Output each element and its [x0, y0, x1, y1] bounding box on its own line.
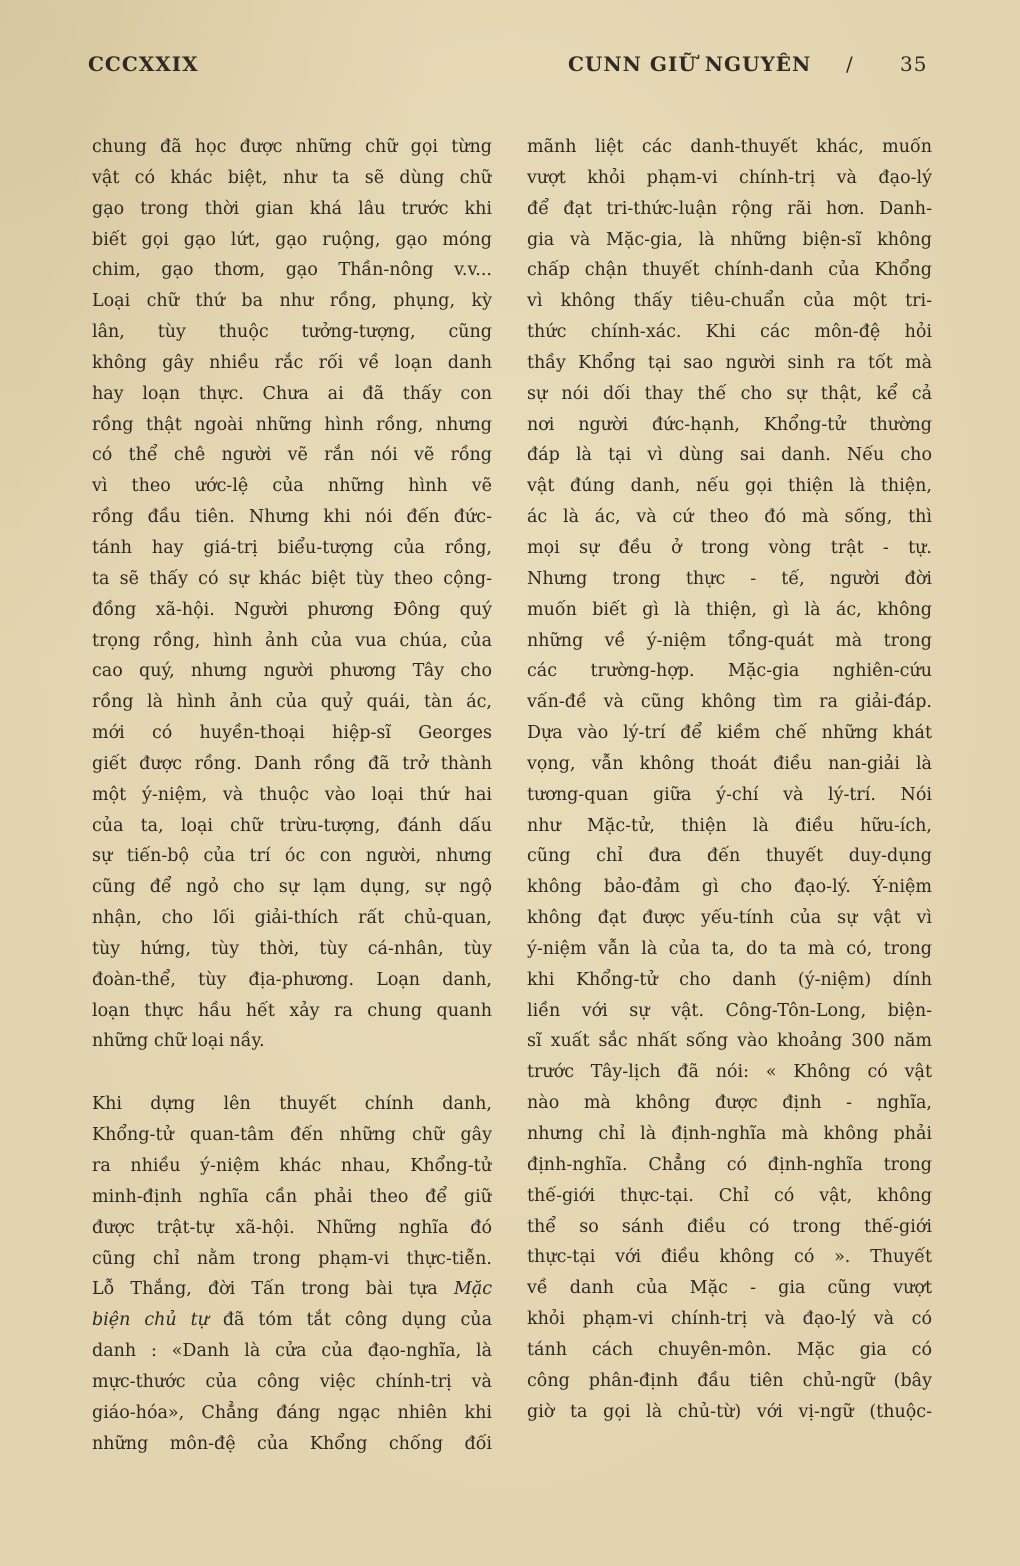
text-line: trọng rồng, hình ảnh của vua chúa, của	[92, 630, 492, 651]
text-line: ra nhiều ý-niệm khác nhau, Khổng-tử	[92, 1156, 492, 1176]
text-line: gia và Mặc-gia, là những biện-sĩ không	[527, 229, 932, 250]
text-line: ác là ác, và cứ theo đó mà sống, thì	[527, 507, 932, 528]
text-line: giờ ta gọi là chủ-từ) với vị-ngữ (thuộc-	[527, 1401, 932, 1422]
text-line: Khi dựng lên thuyết chính danh,	[92, 1094, 492, 1115]
text-line: không đạt được yếu-tính của sự vật vì	[527, 908, 932, 929]
text-line: tánh hay giá-trị biểu-tượng của rồng,	[92, 537, 492, 558]
text-line: như Mặc-tử, thiện là điều hữu-ích,	[527, 815, 932, 836]
text-line-part: Lỗ Thắng, đời Tấn trong bài tựa	[92, 1279, 454, 1300]
text-line: những về ý-niệm tổng-quát mà trong	[527, 630, 932, 651]
text-line	[92, 1305, 492, 1336]
text-line: nhận, cho lối giải-thích rất chủ-quan,	[92, 908, 492, 929]
left-paragraph-2-end	[92, 1336, 492, 1459]
text-line: vật có khác biệt, như ta sẽ dùng chữ	[92, 167, 492, 188]
text-line: chung đã học được những chữ gọi từng	[92, 137, 492, 157]
chapter-numeral: CCCXXIX	[88, 52, 199, 76]
text-line: được trật-tự xã-hội. Những nghĩa đó	[92, 1217, 492, 1238]
text-line: cao quý, nhưng người phương Tây cho	[92, 661, 492, 682]
text-line: Khổng-tử quan-tâm đến những chữ gây	[92, 1125, 492, 1146]
running-title: CUNN GIỮ NGUYÊN	[568, 52, 812, 76]
paragraph-gap	[92, 1057, 492, 1089]
text-line: minh-định nghĩa cần phải theo để giữ	[92, 1186, 492, 1207]
text-line: không bảo-đảm gì cho đạo-lý. Ý-niệm	[527, 877, 932, 898]
text-line: thực-tại với điều không có ». Thuyết	[527, 1247, 932, 1268]
text-line: để đạt tri-thức-luận rộng rãi hơn. Danh-	[527, 198, 932, 219]
text-line: Loại chữ thứ ba như rồng, phụng, kỳ	[92, 291, 492, 312]
text-line: tánh cách chuyên-môn. Mặc gia có	[527, 1339, 932, 1360]
text-line: đáp là tại vì dùng sai danh. Nếu cho	[527, 445, 932, 466]
text-line: tương-quan giữa ý-chí và lý-trí. Nói	[527, 784, 932, 805]
text-line: liền với sự vật. Công-Tôn-Long, biện-	[527, 1000, 932, 1021]
text-line: giáo-hóa», Chẳng đáng ngạc nhiên khi	[92, 1402, 492, 1423]
text-line: của ta, loại chữ trừu-tượng, đánh dấu	[92, 815, 492, 836]
text-line: thức chính-xác. Khi các môn-đệ hỏi	[527, 322, 932, 343]
text-line: thế-giới thực-tại. Chỉ có vật, không	[527, 1185, 932, 1206]
right-paragraph	[527, 132, 932, 1427]
text-line-part: đã tóm tắt công dụng của	[208, 1310, 492, 1331]
text-line: ta sẽ thấy có sự khác biệt tùy theo cộng-	[92, 568, 492, 589]
right-column	[527, 132, 932, 1427]
text-line: nào mà không được định - nghĩa,	[527, 1093, 932, 1114]
text-line: ý-niệm vẫn là của ta, do ta mà có, trong	[527, 938, 932, 959]
text-line: rồng thật ngoài những hình rồng, nhưng	[92, 414, 492, 435]
header-separator: /	[846, 52, 854, 76]
text-line	[92, 1274, 492, 1305]
left-column	[92, 132, 492, 1459]
text-line: loạn thực hầu hết xảy ra chung quanh	[92, 1000, 492, 1021]
text-line: mực-thước của công việc chính-trị và	[92, 1371, 492, 1392]
book-title-italic: biện chủ tự	[92, 1310, 209, 1331]
text-line: định-nghĩa. Chẳng có định-nghĩa trong	[527, 1154, 932, 1175]
text-line: biết gọi gạo lứt, gạo ruộng, gạo móng	[92, 229, 492, 250]
text-line: không gây nhiều rắc rối về loạn danh	[92, 352, 492, 373]
text-line: hay loạn thực. Chưa ai đã thấy con	[92, 383, 492, 404]
text-line: danh : «Danh là cửa của đạo-nghĩa, là	[92, 1341, 492, 1362]
text-line: nhưng chỉ là định-nghĩa mà không phải	[527, 1124, 932, 1144]
text-line: đoàn-thể, tùy địa-phương. Loạn danh,	[92, 969, 492, 990]
text-line: các trường-hợp. Mặc-gia nghiên-cứu	[527, 661, 932, 682]
text-line: thầy Khổng tại sao người sinh ra tốt mà	[527, 352, 932, 373]
text-line: công phân-định đầu tiên chủ-ngữ (bây	[527, 1370, 932, 1391]
left-paragraph-2	[92, 1089, 492, 1274]
text-line: cũng chỉ đưa đến thuyết duy-dụng	[527, 846, 932, 867]
text-line: Nhưng trong thực - tế, người đời	[527, 568, 932, 589]
text-line: một ý-niệm, và thuộc vào loại thứ hai	[92, 784, 492, 805]
text-line: muốn biết gì là thiện, gì là ác, không	[527, 599, 932, 620]
text-line: rồng đầu tiên. Nhưng khi nói đến đức-	[92, 507, 492, 528]
text-line: nơi người đức-hạnh, Khổng-tử thường	[527, 414, 932, 435]
text-line: trước Tây-lịch đã nói: « Không có vật	[527, 1062, 932, 1083]
text-line: vì không thấy tiêu-chuẩn của một tri-	[527, 291, 932, 312]
text-line: vấn-đề và cũng không tìm ra giải-đáp.	[527, 692, 932, 713]
text-line: khỏi phạm-vi chính-trị và đạo-lý và có	[527, 1309, 932, 1330]
text-line: rồng là hình ảnh của quỷ quái, tàn ác,	[92, 692, 492, 713]
text-line: sĩ xuất sắc nhất sống vào khoảng 300 năm	[527, 1031, 932, 1052]
left-paragraph-1	[92, 132, 492, 1057]
page-number: 35	[900, 52, 928, 76]
text-line: sự nói dối thay thế cho sự thật, kể cả	[527, 383, 932, 404]
text-line: mọi sự đều ở trong vòng trật - tự.	[527, 537, 932, 558]
text-line: tùy hứng, tùy thời, tùy cá-nhân, tùy	[92, 938, 492, 959]
text-line: thể so sánh điều có trong thế-giới	[527, 1216, 932, 1237]
text-line: vọng, vẫn không thoát điều nan-giải là	[527, 753, 932, 774]
text-line: vượt khỏi phạm-vi chính-trị và đạo-lý	[527, 167, 932, 188]
text-line: gạo trong thời gian khá lâu trước khi	[92, 198, 492, 219]
text-line: về danh của Mặc - gia cũng vượt	[527, 1278, 932, 1299]
text-line: chấp chận thuyết chính-danh của Khổng	[527, 260, 932, 281]
text-line: vật đúng danh, nếu gọi thiện là thiện,	[527, 476, 932, 497]
text-line: mới có huyền-thoại hiệp-sĩ Georges	[92, 723, 492, 744]
text-line: chim, gạo thơm, gạo Thần-nông v.v...	[92, 260, 492, 281]
text-line: cũng chỉ nằm trong phạm-vi thực-tiễn.	[92, 1248, 492, 1269]
book-title-italic: Mặc	[453, 1279, 492, 1300]
text-line: những môn-đệ của Khổng chống đối	[92, 1433, 492, 1454]
text-line: đồng xã-hội. Người phương Đông quý	[92, 599, 492, 620]
text-line: sự tiến-bộ của trí óc con người, nhưng	[92, 846, 492, 867]
text-line: mãnh liệt các danh-thuyết khác, muốn	[527, 137, 932, 157]
text-line: những chữ loại nầy.	[92, 1031, 265, 1052]
text-line: khi Khổng-tử cho danh (ý-niệm) dính	[527, 969, 932, 990]
text-line: lân, tùy thuộc tưởng-tượng, cũng	[92, 322, 492, 343]
text-line: cũng để ngỏ cho sự lạm dụng, sự ngộ	[92, 877, 492, 898]
text-line: giết được rồng. Danh rồng đã trở thành	[92, 753, 492, 774]
text-line: có thể chê người vẽ rắn nói vẽ rồng	[92, 445, 492, 466]
text-line: vì theo ước-lệ của những hình vẽ	[92, 476, 492, 497]
text-line: Dựa vào lý-trí để kiềm chế những khát	[527, 723, 932, 744]
